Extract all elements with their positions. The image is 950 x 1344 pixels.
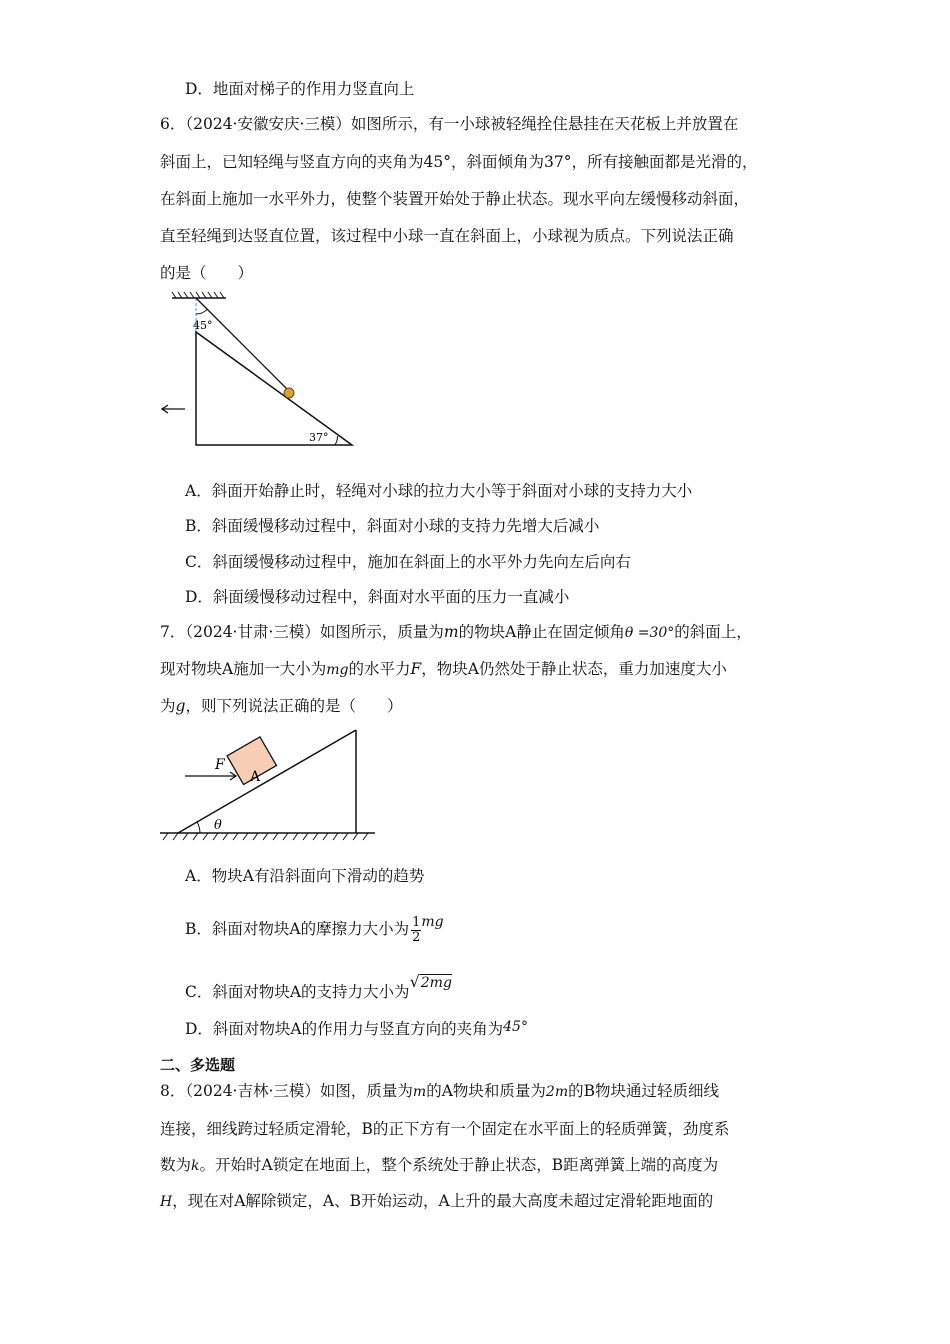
q7-var-m: m [443,623,459,641]
q7-fig-A-label: A [250,769,261,785]
q6-stem-line-3: 在斜面上施加一水平外力，使整个装置开始处于静止状态。现水平向左缓慢移动斜面， [160,190,750,208]
q7-option-b: B．斜面对物块A的摩擦力大小为 $\frac{1}{2}$ mg [185,914,444,945]
q8-var-k: k [191,1158,200,1174]
q6-option-b: B．斜面缓慢移动过程中，斜面对小球的支持力先增大后减小 [185,517,600,535]
q6-rope [196,298,289,391]
q6-stem-line-1: 6．（2024·安徽安庆·三模）如图所示，有一小球被轻绳拴住悬挂在天花板上并放置在 [160,115,739,133]
q7-fig-F-label: F [215,757,225,773]
q6-incline [196,332,352,445]
q6-stem-line-2: 斜面上，已知轻绳与竖直方向的夹角为45°，斜面倾角为37°，所有接触面都是光滑的， [160,153,758,171]
q7-stem-line-1: 7．（2024·甘肃·三模）如图所示，质量为m的物块A静止在固定倾角θ =30°的斜面上， [160,623,752,641]
q6-stem-line-4: 直至轻绳到达竖直位置，该过程中小球一直在斜面上，小球视为质点。下列说法正确 [160,227,734,245]
q7-option-a: A．物块A有沿斜面向下滑动的趋势 [185,867,425,885]
q7-var-F: F [410,660,422,678]
q7-var-mg: mg [326,662,349,678]
q8-stem-line-1: 8．（2024·吉林·三模）如图，质量为m的A物块和质量为2m的B物块通过轻质细线 [160,1082,719,1100]
q7-stem-line-3: 为g，则下列说法正确的是（ ） [160,697,403,715]
q8-var-H: H [160,1194,173,1210]
q6-ball [284,388,294,398]
q6-angle-45-label: 45° [193,319,213,332]
q7-option-c: C．斜面对物块A的支持力大小为√2mg [185,972,452,1001]
q8-stem-line-3: 数为k。开始时A锁定在地面上，整个系统处于静止状态，B距离弹簧上端的高度为 [160,1156,719,1174]
q6-option-d: D．斜面缓慢移动过程中，斜面对水平面的压力一直减小 [185,588,570,606]
q7-option-d: D．斜面对物块A的作用力与竖直方向的夹角为45° [185,1019,528,1038]
q7-incline-hypotenuse [178,730,356,833]
q8-var-2m: 2m [545,1084,569,1100]
q7-theta-equation: θ =30° [624,625,675,641]
q7-fig-theta-label: θ [214,818,222,833]
q8-stem-line-2: 连接，细线跨过轻质定滑轮，B的正下方有一个固定在水平面上的轻质弹簧，劲度系 [160,1120,730,1138]
q8-var-m: m [412,1084,427,1100]
q6-figure [150,290,370,450]
section-title-multiple-choice: 二、多选题 [160,1056,236,1074]
q8-stem-line-4: H，现在对A解除锁定，A、B开始运动，A上升的最大高度未超过定滑轮距地面的 [160,1192,714,1210]
q7-option-b-fraction: $\frac{1}{2}$ [412,914,421,945]
q7-var-g: g [175,697,186,715]
q5-option-d: D．地面对梯子的作用力竖直向上 [185,80,415,98]
q7-stem-line-2: 现对物块A施加一大小为mg的水平力F，物块A仍然处于静止状态，重力加速度大小 [160,660,727,678]
q6-stem-line-5: 的是（ ） [160,264,254,282]
q6-angle-37-label: 37° [309,431,329,444]
q7-figure [150,725,390,845]
q6-option-c: C．斜面缓慢移动过程中，施加在斜面上的水平外力先向左后向右 [185,553,631,571]
q6-option-a: A．斜面开始静止时，轻绳对小球的拉力大小等于斜面对小球的支持力大小 [185,482,693,500]
